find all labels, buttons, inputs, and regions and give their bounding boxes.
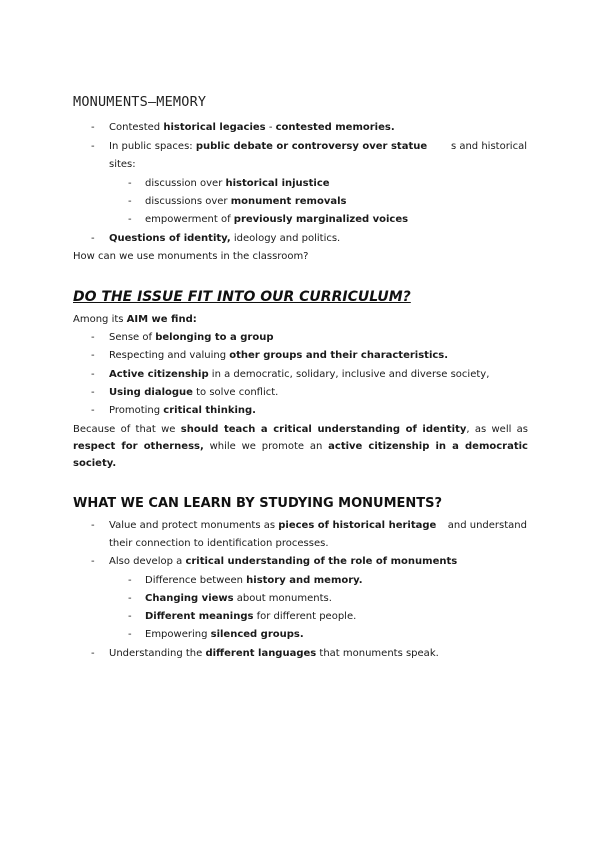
bullet-dash: - (91, 233, 95, 244)
sub-bullet-dash: - (128, 178, 132, 189)
bullet-dash: - (91, 520, 95, 531)
bullet-dash: - (91, 648, 95, 659)
sub-item-different-meanings: Different meanings for different people. (145, 611, 357, 622)
sub-item-marginalized-voices: empowerment of previously marginalized voices (145, 214, 409, 225)
list-item-critical-thinking: Promoting critical thinking. (109, 405, 256, 416)
sub-item-monument-removals: discussions over monument removals (145, 196, 347, 207)
list-item-belonging: Sense of belonging to a group (109, 332, 274, 343)
list-item-contested: Contested historical legacies - contested memories. (109, 122, 395, 133)
heading-monuments-memory: MONUMENTS–MEMORY (73, 94, 207, 110)
sub-item-historical-injustice: discussion over historical injustice (145, 178, 330, 189)
bullet-dash: - (91, 387, 95, 398)
aim-intro: Among its AIM we find: (73, 314, 197, 325)
classroom-question: How can we use monuments in the classroom? (73, 251, 309, 262)
paragraph-because: Because of that we should teach a critical understanding of identity, as well as respect for otherness, while we promote an active citizenship in a democratic society. (73, 424, 528, 469)
sub-bullet-dash: - (128, 575, 132, 586)
sub-bullet-dash: - (128, 611, 132, 622)
heading-learn: WHAT WE CAN LEARN BY STUDYING MONUMENTS? (73, 496, 443, 511)
sub-item-history-memory: Difference between history and memory. (145, 575, 363, 586)
sub-bullet-dash: - (128, 214, 132, 225)
sub-bullet-dash: - (128, 593, 132, 604)
sub-item-changing-views: Changing views about monuments. (145, 593, 332, 604)
list-item-critical-understanding: Also develop a critical understanding of the role of monuments (109, 556, 458, 567)
bullet-dash: - (91, 122, 95, 133)
list-item-public-spaces: In public spaces: public debate or controversy over statue s and historical sites: (109, 141, 527, 170)
bullet-dash: - (91, 141, 95, 152)
bullet-dash: - (91, 332, 95, 343)
sub-bullet-dash: - (128, 196, 132, 207)
list-item-dialogue: Using dialogue to solve conflict. (109, 387, 279, 398)
bullet-dash: - (91, 369, 95, 380)
list-item-identity: Questions of identity, ideology and politics. (109, 233, 341, 244)
heading-curriculum: DO THE ISSUE FIT INTO OUR CURRICULUM? (73, 289, 411, 305)
bullet-dash: - (91, 405, 95, 416)
sub-bullet-dash: - (128, 629, 132, 640)
sub-item-silenced-groups: Empowering silenced groups. (145, 629, 304, 640)
list-item-value-protect: Value and protect monuments as pieces of historical heritage and understand their connection to identification processes. (109, 520, 527, 549)
list-item-languages: Understanding the different languages that monuments speak. (109, 648, 439, 659)
list-item-active-citizenship: Active citizenship in a democratic, solidary, inclusive and diverse society, (109, 369, 490, 380)
bullet-dash: - (91, 556, 95, 567)
list-item-respecting: Respecting and valuing other groups and their characteristics. (109, 350, 449, 361)
bullet-dash: - (91, 350, 95, 361)
